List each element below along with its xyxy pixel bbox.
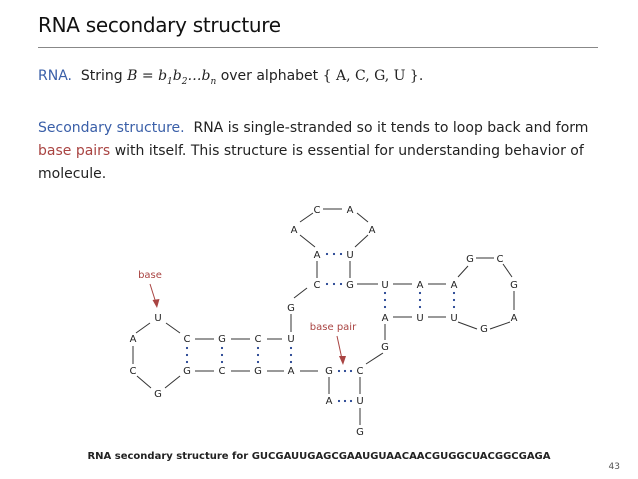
annotations	[138, 270, 357, 365]
bond	[355, 235, 368, 247]
nucleotide-G: G	[154, 389, 162, 400]
bond	[165, 376, 180, 388]
paragraph-text-1: RNA is single-stranded so it tends to loop back and form	[193, 120, 589, 136]
bond	[166, 323, 180, 333]
math-sub-1: 1	[167, 76, 173, 87]
math-b2: b	[172, 68, 182, 84]
math-b1: b	[158, 68, 168, 84]
nucleotide-G: G	[346, 280, 354, 291]
paragraph-label: Secondary structure.	[38, 120, 185, 136]
nucleotide-C: C	[129, 366, 137, 377]
nucleotide-G: G	[183, 366, 191, 377]
nucleotide-G: G	[510, 280, 518, 291]
nucleotide-A: A	[325, 396, 333, 407]
math-sub-n: n	[210, 76, 217, 87]
nucleotide-U: U	[450, 313, 458, 324]
base-pair-arrow-shaft	[337, 336, 342, 359]
nucleotide-C: C	[183, 334, 191, 345]
string-word: String	[80, 68, 123, 84]
nucleotide-G: G	[325, 366, 333, 377]
bond	[294, 288, 307, 298]
nucleotide-C: C	[313, 205, 321, 216]
nucleotide-U: U	[346, 250, 354, 261]
nucleotide-A: A	[416, 280, 424, 291]
page-title: RNA secondary structure	[38, 13, 281, 37]
nucleotide-C: C	[496, 254, 504, 265]
alphabet-phrase: over alphabet	[220, 68, 319, 84]
bond	[137, 376, 151, 388]
bond	[458, 322, 477, 329]
bond	[300, 235, 315, 247]
nucleotide-G: G	[254, 366, 262, 377]
nucleotide-U: U	[154, 313, 162, 324]
nucleotide-U: U	[287, 334, 295, 345]
math-equals: =	[137, 68, 159, 84]
nucleotide-G: G	[287, 303, 295, 314]
bond	[458, 266, 468, 277]
nucleotide-A: A	[346, 205, 354, 216]
nucleotide-U: U	[356, 396, 364, 407]
nucleotide-G: G	[466, 254, 474, 265]
nucleotide-C: C	[313, 280, 321, 291]
nucleotide-A: A	[290, 225, 298, 236]
base-annotation: base	[138, 270, 162, 281]
nucleotide-A: A	[287, 366, 295, 377]
nucleotide-A: A	[381, 313, 389, 324]
math-bn: b	[201, 68, 211, 84]
nucleotide-C: C	[218, 366, 226, 377]
bond	[357, 213, 368, 222]
nucleotide-G: G	[480, 324, 488, 335]
nucleotide-A: A	[368, 225, 376, 236]
base-arrowhead	[153, 299, 160, 308]
bond	[366, 353, 383, 364]
nucleotide-G: G	[356, 427, 364, 438]
nucleotide-U: U	[416, 313, 424, 324]
bond	[490, 322, 510, 329]
nucleotide-A: A	[450, 280, 458, 291]
nucleotide-C: C	[254, 334, 262, 345]
nucleotide-U: U	[381, 280, 389, 291]
nucleotide-G: G	[381, 342, 389, 353]
math-sub-2: 2	[181, 76, 188, 87]
nucleotide-A: A	[313, 250, 321, 261]
bond	[136, 323, 150, 333]
base-pair-arrowhead	[339, 356, 346, 365]
bond	[503, 264, 512, 277]
figure-caption: RNA secondary structure for GUCGAUUGAGCGAAUGUAACAACGUGGCUACGGCGAGA	[87, 451, 551, 462]
nucleotide-C: C	[356, 366, 364, 377]
line-end-period: .	[418, 68, 424, 84]
paragraph-text-2: with itself. This structure is essential for understanding behavior of molecule.	[38, 143, 584, 182]
nucleotide-A: A	[129, 334, 137, 345]
nucleotide-G: G	[218, 334, 226, 345]
nucleotide-A: A	[510, 313, 518, 324]
alphabet-set: { A, C, G, U }	[322, 68, 419, 84]
base-pairs-highlight: base pairs	[38, 143, 111, 159]
math-b: B	[127, 68, 138, 84]
base-pair-annotation: base pair	[309, 322, 357, 333]
bond	[300, 213, 313, 222]
rna-label: RNA.	[38, 68, 72, 84]
page-number: 43	[608, 462, 620, 472]
math-ellipsis: …	[187, 68, 202, 84]
